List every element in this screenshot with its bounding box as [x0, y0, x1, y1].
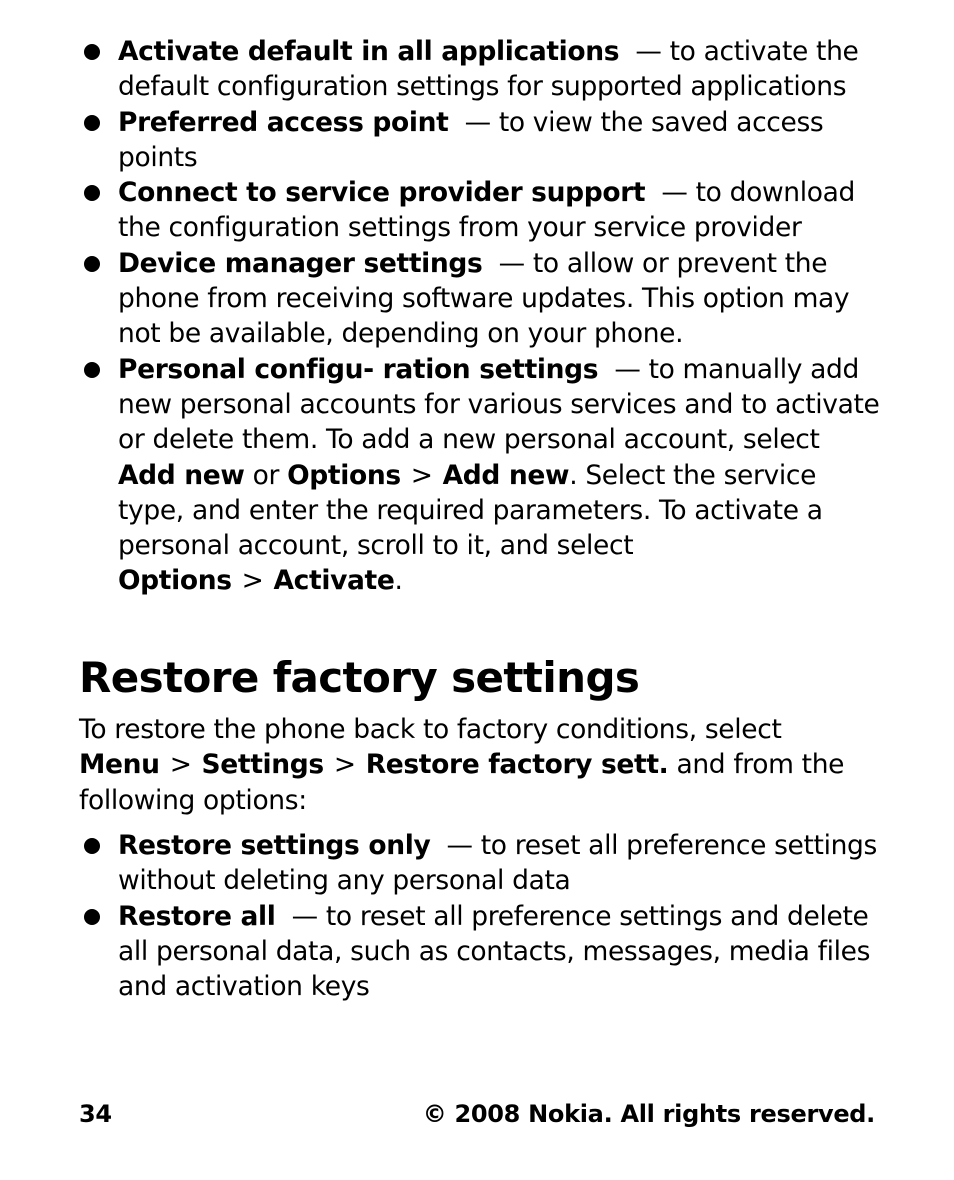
menu-separator: > — [169, 749, 192, 781]
bullet-icon — [84, 115, 100, 131]
em-dash: — — [291, 900, 318, 932]
list-item — [80, 899, 880, 1005]
menu-command: Activate — [273, 565, 395, 597]
option-term: Connect to service provider support — [118, 177, 646, 209]
conjunction: or — [252, 459, 280, 491]
option-term: Activate default in all applications — [118, 36, 620, 67]
list-item — [80, 352, 880, 599]
section-intro — [79, 712, 889, 818]
menu-command: Menu — [79, 749, 160, 781]
option-description: to activate the default configuration settings for supported applications — [118, 36, 859, 103]
em-dash: — — [635, 36, 662, 67]
option-description: to view the saved access points — [118, 106, 824, 173]
restore-options-list — [80, 828, 880, 1004]
option-description: . Select the service type, and enter the required parameters. To activate a personal account, scroll to it, and select — [118, 459, 823, 562]
list-item — [80, 175, 880, 246]
option-description: to allow or prevent the phone from receiving software updates. This option may not be available, depending on your phone. — [118, 247, 850, 350]
option-description: to download the configuration settings from your service provider — [118, 177, 855, 244]
em-dash: — — [464, 106, 491, 138]
configuration-options-list — [80, 34, 880, 599]
option-term: Preferred access point — [118, 106, 449, 138]
intro-text: and from the following options: — [79, 749, 845, 816]
option-term: Restore all — [118, 900, 276, 932]
list-item — [80, 246, 880, 352]
intro-text: To restore the phone back to factory conditions, select — [79, 714, 782, 745]
menu-separator: > — [241, 565, 264, 597]
menu-command: Add new — [118, 459, 245, 491]
bullet-icon — [84, 44, 100, 60]
menu-command: Add new — [442, 459, 570, 491]
page-number: 34 — [79, 1100, 112, 1128]
em-dash: — — [614, 353, 641, 385]
bullet-icon — [84, 362, 100, 378]
bullet-icon — [84, 909, 100, 925]
list-item — [80, 34, 880, 105]
option-description: to manually add new personal accounts for various services and to activate or delete them. To add a new personal account, select — [118, 353, 880, 456]
menu-command: Options — [287, 459, 401, 491]
option-term: Device manager settings — [118, 247, 483, 279]
menu-command: Options — [118, 565, 232, 597]
menu-separator: > — [333, 749, 356, 781]
option-term: Restore settings only — [118, 830, 431, 861]
list-item — [80, 828, 880, 899]
copyright-notice: © 2008 Nokia. All rights reserved. — [422, 1100, 875, 1128]
option-description: to reset all preference settings without deleting any personal data — [118, 830, 877, 897]
sentence-end: . — [394, 565, 403, 597]
list-item — [80, 105, 880, 176]
option-description: to reset all preference settings and delete all personal data, such as contacts, messages, media files and activation keys — [118, 900, 871, 1003]
em-dash: — — [446, 830, 473, 861]
em-dash: — — [661, 177, 688, 209]
menu-command: Settings — [201, 749, 324, 781]
section-heading: Restore factory settings — [79, 653, 640, 702]
bullet-icon — [84, 838, 100, 854]
menu-separator: > — [410, 459, 433, 491]
bullet-icon — [84, 185, 100, 201]
bullet-icon — [84, 256, 100, 272]
em-dash: — — [498, 247, 525, 279]
menu-command: Restore factory sett. — [365, 749, 669, 781]
option-term: Personal configu- ration settings — [118, 353, 599, 385]
